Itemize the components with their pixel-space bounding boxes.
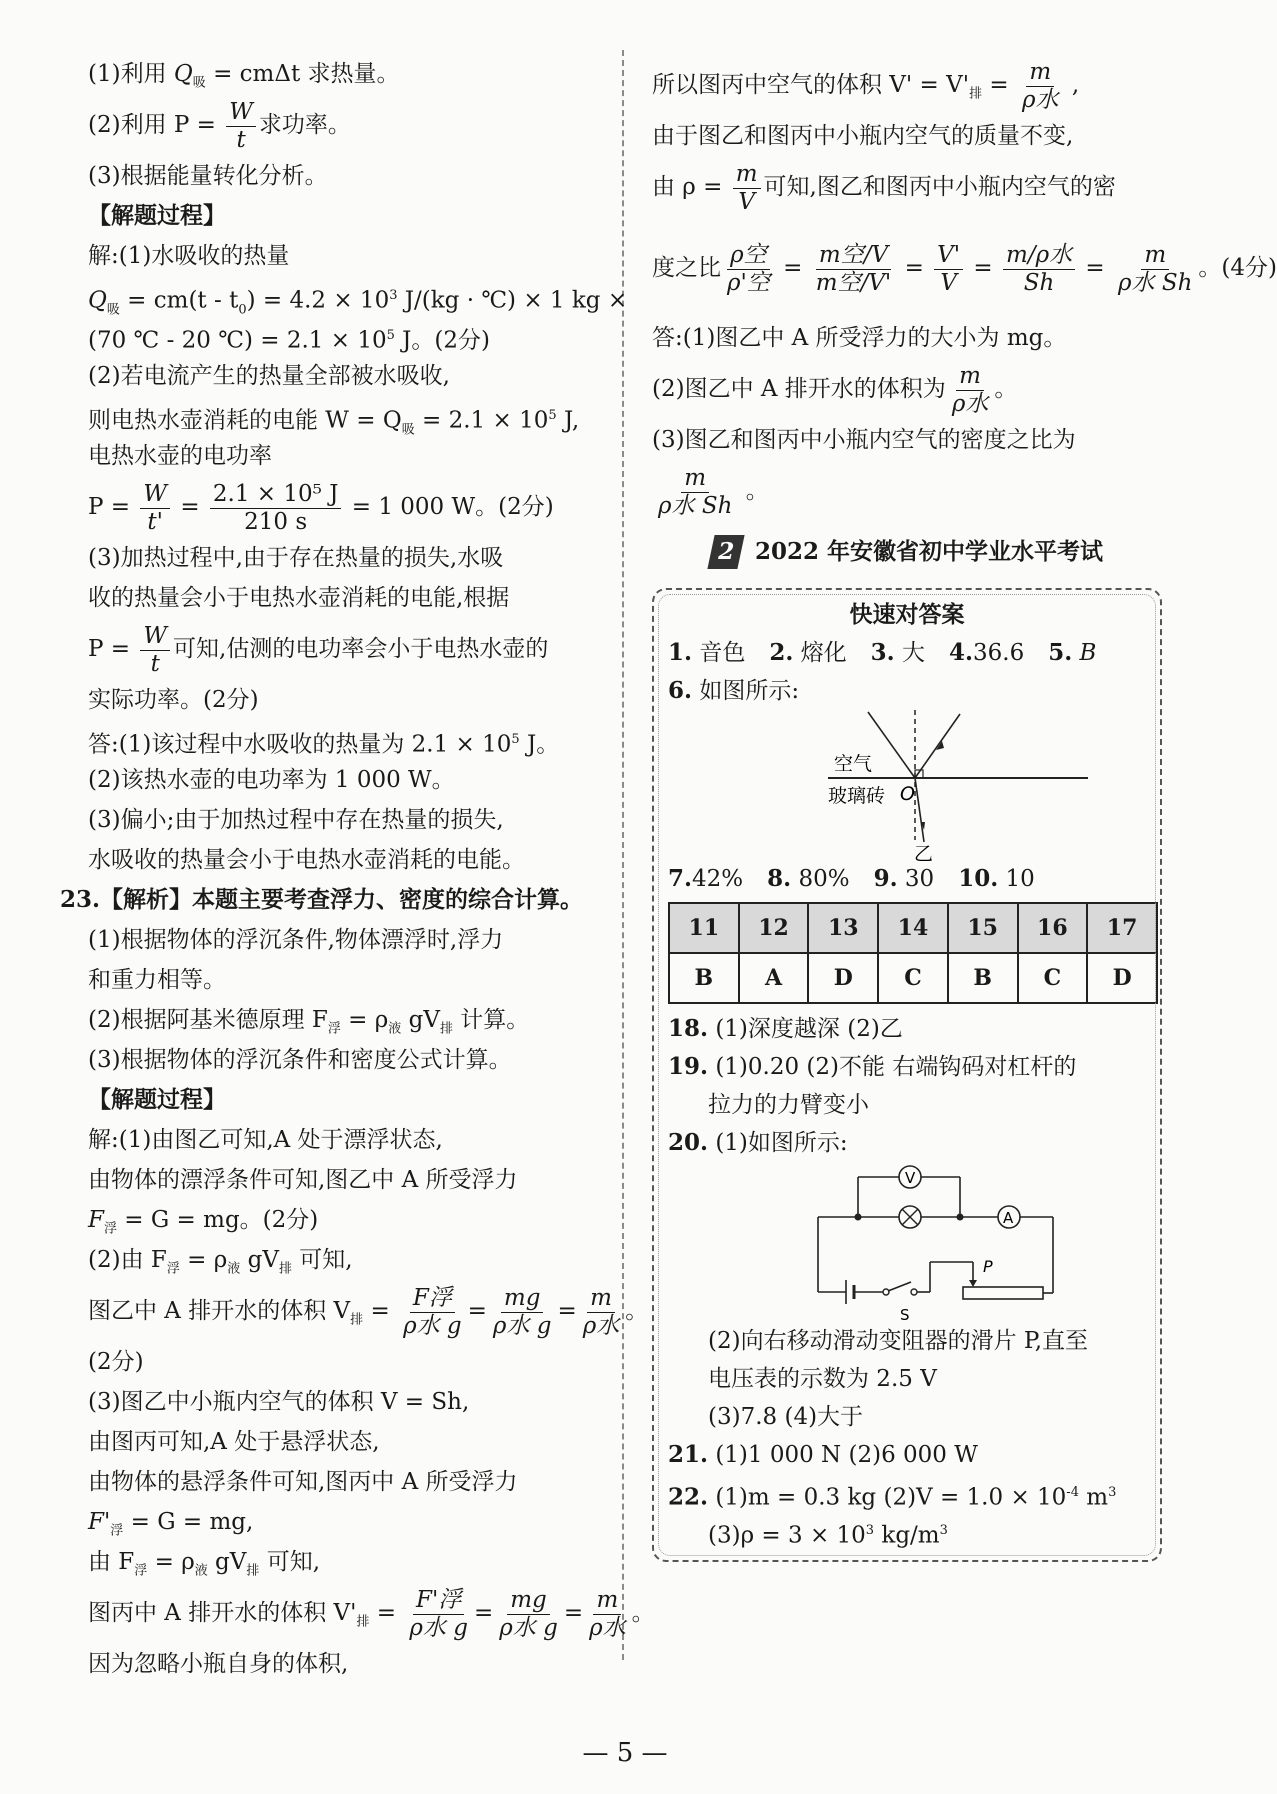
text-line: 和重力相等。 (88, 967, 226, 993)
table-cell: 13 (808, 903, 878, 953)
text-line: 因为忽略小瓶自身的体积, (88, 1651, 349, 1677)
fraction: $\frac{m}{\text{ρ水 Sh}}$ (1118, 242, 1193, 296)
text-line: (2)由 $F_浮 = \rho_液$ $gV_排$ 可知, (88, 1247, 353, 1277)
fraction: $\frac{\text{2.1 × 10⁵ J}}{210 s}$ (210, 481, 342, 535)
voltmeter-label: V (905, 1169, 916, 1187)
text-line: $\frac{m}{\text{ρ水 Sh}}$ 。 (652, 460, 1162, 522)
table-cell: D (1087, 953, 1157, 1003)
fraction: $\frac{mg}{\text{ρ水 g}}$ (492, 1285, 552, 1339)
fraction: $\frac{m}{\text{ρ水 Sh}}$ (658, 465, 733, 519)
page-number: — 5 — (582, 1738, 668, 1768)
answers-1-5: 1. 音色 2. 熔化 3. 大 4.36.6 5. B (668, 639, 1097, 666)
table-cell: B (669, 953, 739, 1003)
fraction: $\frac{W}{t}$ (140, 623, 170, 677)
text-line: 答:(1)该过程中水吸收的热量为 $2.1 \times 10^5$ J。 (88, 731, 560, 758)
answer-22-cont: $(3)\rho = 3 \times 10^3$ $kg/m^3$ (708, 1522, 948, 1549)
text-line: $Q_吸 = cm(t - t_0) = 4.2 \times 10^3$ J/(kg · ℃) × 1 kg × (88, 287, 628, 318)
text-line: (3)根据能量转化分析。 (88, 163, 328, 189)
text-line: (3)加热过程中,由于存在热量的损失,水吸 (88, 545, 504, 571)
circuit-diagram (668, 1162, 1148, 1322)
table-cell: C (878, 953, 948, 1003)
answer-19-cont: 拉力的力臂变小 (708, 1092, 869, 1118)
question-23-header: 23.【解析】本题主要考查浮力、密度的综合计算。 (60, 886, 584, 913)
table-cell: 12 (739, 903, 809, 953)
glass-label: 玻璃砖 (828, 785, 886, 807)
text-line: P = $\frac{W}{t}$ 可知,估测的电功率会小于电热水壶的 (88, 623, 549, 677)
text-line: 水吸收的热量会小于电热水壶消耗的电能。 (88, 847, 525, 873)
fraction: $\frac{\text{m/ρ水}}{Sh}$ (1003, 242, 1075, 296)
text-line: 由于图乙和图丙中小瓶内空气的质量不变, (652, 123, 1074, 149)
text-line: (2)利用 P = $\frac{W}{t}$ 求功率。 (88, 99, 351, 153)
quick-answer-box (652, 588, 1162, 1562)
answer-box-title: 快速对答案 (849, 601, 965, 628)
switch-label: S (900, 1306, 910, 1324)
fraction: $\frac{\text{F浮}}{\text{ρ水 g}}$ (403, 1285, 462, 1339)
section-heading: 【解题过程】 (88, 202, 226, 229)
fraction: $\frac{W}{t}$ (226, 99, 256, 153)
text-line: 图乙中 A 排开水的体积 $V_排$ = $\frac{\text{F浮}}{\text{ρ水 g}}$ = $\frac{mg}{\text{ρ水 g}}$ = $\frac{m}{\text{ρ水}}$ 。 (88, 1285, 649, 1339)
answer-6: 6. 如图所示: (668, 677, 800, 704)
table-cell: 11 (669, 903, 739, 953)
text-line: 度之比 $\frac{\text{ρ空}}{\text{ρ'空}}$ = $\frac{\text{m空/V}}{\text{m空/V'}}$ = $\frac{V'}{V}$ = $\frac{\text{m/ρ水}}{Sh}$ = $\frac{m}{\text{ρ水 Sh}}$ 。(4分) (652, 242, 1277, 296)
answer-18: 18. (1)深度越深 (2)乙 (668, 1015, 903, 1042)
text-line: $F'_浮 = G$ = mg, (88, 1509, 254, 1539)
fraction: $\frac{W}{t'}$ (140, 481, 170, 535)
table-cell: 17 (1087, 903, 1157, 953)
text-line: (3)图乙和图丙中小瓶内空气的密度之比为 (652, 427, 1076, 453)
point-yi-label: 乙 (914, 843, 934, 865)
answer-20: 20. (1)如图所示: (668, 1129, 848, 1156)
text-line: (2)图乙中 A 排开水的体积为 $\frac{m}{\text{ρ水}}$ 。 (652, 363, 1018, 417)
answer-19: 19. (1)0.20 (2)不能 右端钩码对杠杆的 (668, 1053, 1077, 1080)
text-line: 实际功率。(2分) (88, 687, 259, 713)
table-row (669, 953, 1157, 1003)
section-number-badge: 2 (707, 535, 744, 569)
text-line: 所以图丙中空气的体积 $V' = V'_排$ = $\frac{m}{\text{ρ水}}$ , (652, 59, 1080, 113)
text-line: (2)根据阿基米德原理 $F_浮 = \rho_液$ $gV_排$ 计算。 (88, 1007, 530, 1037)
fraction: $\frac{\text{ρ空}}{\text{ρ'空}}$ (727, 242, 770, 296)
text-line: (3)根据物体的浮沉条件和密度公式计算。 (88, 1047, 512, 1073)
fraction: $\frac{m}{\text{ρ水}}$ (589, 1587, 626, 1641)
text-line: (2分) (88, 1349, 144, 1375)
text-line: P = $\frac{W}{t'}$ = $\frac{\text{2.1 × 10⁵ J}}{210 s}$ = 1 000 W。(2分) (88, 481, 554, 535)
table-cell: 16 (1018, 903, 1088, 953)
slider-p-label: P (983, 1257, 993, 1276)
text-line: $F_浮 = G$ = mg。(2分) (88, 1207, 319, 1237)
text-line: 电热水壶的电功率 (88, 443, 272, 469)
text-line: 则电热水壶消耗的电能 $W = Q_吸 = 2.1 \times 10^5$ J, (88, 407, 580, 438)
text-line: 图丙中 A 排开水的体积 $V'_排$ = $\frac{\text{F'浮}}{\text{ρ水 g}}$ = $\frac{mg}{\text{ρ水 g}}$ = $\frac{m}{\text{ρ水}}$ 。 (88, 1587, 655, 1641)
text-line: 由图丙可知,A 处于悬浮状态, (88, 1429, 380, 1455)
table-cell: C (1018, 953, 1088, 1003)
answer-20-cont: (2)向右移动滑动变阻器的滑片 P,直至 (708, 1328, 1089, 1354)
table-cell: D (808, 953, 878, 1003)
text-line: (70 ℃ - 20 ℃) = $2.1 \times 10^5$ J。(2分) (88, 327, 490, 354)
text-line: (1)利用 $Q_吸 = cm\Delta t$ 求热量。 (88, 61, 400, 91)
answer-20-cont: 电压表的示数为 2.5 V (708, 1366, 937, 1392)
text-line: (1)根据物体的浮沉条件,物体漂浮时,浮力 (88, 927, 504, 953)
table-cell: 14 (878, 903, 948, 953)
exam-section-title: 2 2022 年安徽省初中学业水平考试 (652, 522, 1162, 582)
text-line: (3)图乙中小瓶内空气的体积 V = Sh, (88, 1389, 470, 1415)
fraction: $\frac{V'}{V}$ (934, 242, 963, 296)
text-line: 由物体的漂浮条件可知,图乙中 A 所受浮力 (88, 1167, 518, 1193)
fraction: $\frac{m}{V}$ (733, 161, 761, 215)
text-line: 由物体的悬浮条件可知,图丙中 A 所受浮力 (88, 1469, 518, 1495)
text-line: 由 $F_浮 = \rho_液$ $gV_排$ 可知, (88, 1549, 321, 1579)
answer-table (668, 902, 1158, 1004)
answer-22: 22. (1)m = 0.3 kg $(2)V = 1.0 \times 10^{-4}$ $m^3$ (668, 1483, 1117, 1511)
table-cell: 15 (948, 903, 1018, 953)
air-label: 空气 (834, 753, 873, 775)
table-cell: B (948, 953, 1018, 1003)
text-line: (2)该热水壶的电功率为 1 000 W。 (88, 767, 455, 793)
answer-21: 21. (1)1 000 N (2)6 000 W (668, 1441, 978, 1468)
left-column (60, 54, 655, 1684)
fraction: $\frac{\text{F'浮}}{\text{ρ水 g}}$ (409, 1587, 468, 1641)
right-column (652, 54, 1277, 1562)
answer-20-cont: (3)7.8 (4)大于 (708, 1404, 864, 1430)
text-line: 由 ρ = $\frac{m}{V}$ 可知,图乙和图丙中小瓶内空气的密 (652, 161, 1116, 215)
refraction-diagram (668, 710, 1148, 865)
fraction: $\frac{m}{\text{ρ水}}$ (582, 1285, 620, 1339)
table-cell: A (739, 953, 809, 1003)
ammeter-label: A (1003, 1209, 1014, 1227)
fraction: $\frac{mg}{\text{ρ水 g}}$ (499, 1587, 558, 1641)
answers-7-10: 7.42% 8. 80% 9. 30 10. 10 (668, 865, 1035, 892)
table-header-row (669, 903, 1157, 953)
point-o-label: O (900, 783, 915, 805)
fraction: $\frac{m}{\text{ρ水}}$ (1022, 59, 1059, 113)
section-heading: 【解题过程】 (88, 1086, 226, 1113)
text-line: 收的热量会小于电热水壶消耗的电能,根据 (88, 585, 510, 611)
fraction: $\frac{\text{m空/V}}{\text{m空/V'}}$ (815, 242, 892, 296)
text-line: (2)若电流产生的热量全部被水吸收, (88, 363, 450, 389)
text-line: (3)偏小;由于加热过程中存在热量的损失, (88, 807, 504, 833)
text-line: 解:(1)水吸收的热量 (88, 243, 290, 269)
text-line: 解:(1)由图乙可知,A 处于漂浮状态, (88, 1127, 443, 1153)
text-line: 答:(1)图乙中 A 所受浮力的大小为 mg。 (652, 325, 1067, 351)
fraction: $\frac{m}{\text{ρ水}}$ (951, 363, 989, 417)
